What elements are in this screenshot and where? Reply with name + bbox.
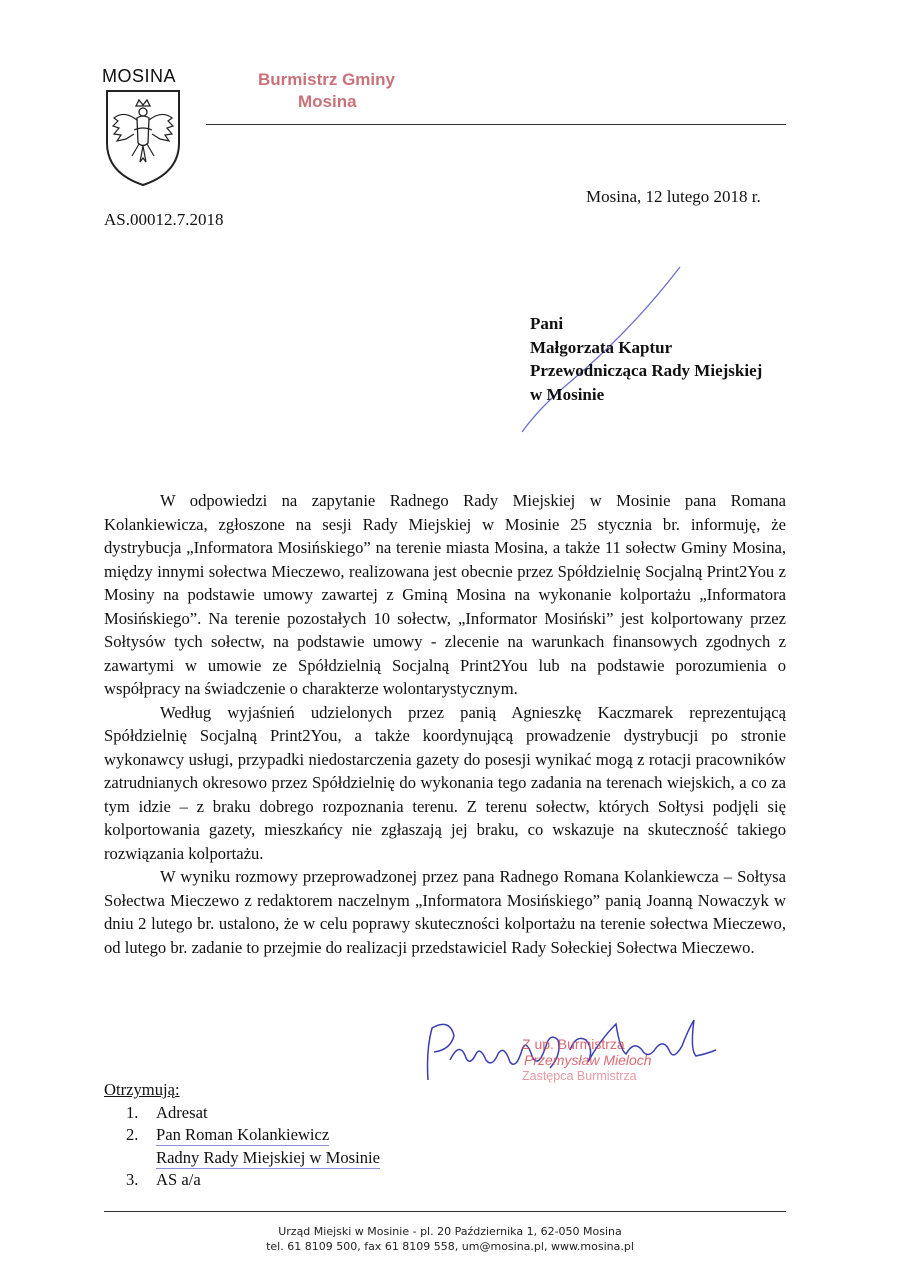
municipality-name: MOSINA [102,66,177,86]
addressee-block [530,312,762,406]
footer-contact: tel. 61 8109 500, fax 61 8109 558, um@mosina.pl, www.mosina.pl [266,1240,634,1253]
addressee-title: Przewodnicząca Rady Miejskiej [530,361,763,380]
list-item: 2. Pan Roman Kolankiewicz Radny Rady Miejskiej w Mosinie [126,1125,380,1167]
header-divider [206,124,786,125]
footer [0,1224,900,1254]
letter-body [104,489,786,959]
coat-of-arms-eagle-icon [104,88,182,188]
addressee-name: Małgorzata Kaptur [530,337,673,357]
signature-stamp: Z up. Burmistrza Przemysław Mieloch Zastępca Burmistrza [522,1036,652,1083]
mayor-stamp: Burmistrz Gminy Mosina [258,70,395,111]
reference-number: AS.00012.7.2018 [104,210,224,229]
place-and-date: Mosina, 12 lutego 2018 r. [586,187,761,206]
addressee-location: w Mosinie [530,384,605,404]
recipients-header: Otrzymują: [104,1080,180,1099]
paragraph-2: Według wyjaśnień udzielonych przez panią Agnieszkę Kaczmarek reprezentującą Spółdzielnię Socjalną Print2You, a także koordynującą prowadzenie dystrybucji po stronie wykonawcy usługi, przypadki niedostarczenia gazety do posesji wynikać mogą z rotacji pracowników zatrudnianych okresowo przez Spółdzielnię do wykonania tego zadania na terenach wiejskich, a co za tym idzie – z braku dobrego rozpoznania terenu. Z terenu sołectw, których Sołtysi podjęli się kolportowania gazety, mieszkańcy nie zgłaszają jej braku, co wskazuje na skuteczność takiego rozwiązania kolportażu. [104,702,786,863]
list-item: 1. Adresat [126,1102,208,1122]
paragraph-1: W odpowiedzi na zapytanie Radnego Rady Miejskiej w Mosinie pana Romana Kolankiewicza, zgłoszone na sesji Rady Miejskiej w Mosinie 25 stycznia br. informuję, że dystrybucja „Informatora Mosińskiego” na terenie miasta Mosina, a także 11 sołectw Gminy Mosina, między innymi sołectwa Mieczewo, realizowana jest obecnie przez Spółdzielnię Socjalną Print2You z Mosiny na podstawie umowy zawartej z Gminą Mosina na wykonanie kolportażu „Informatora Mosińskiego”. Na terenie pozostałych 10 sołectw, „Informator Mosiński” jest kolportowany przez Sołtysów tych sołectw, na podstawie umowy - zlecenie na warunkach finansowych zgodnych z zawartymi w umowie ze Spółdzielnią Socjalną Print2You lub na podstawie porozumienia o współpracy na świadczenie o charakterze wolontarystycznym. [104,491,786,698]
recipients-list [104,1079,380,1192]
footer-address: Urząd Miejski w Mosinie - pl. 20 Października 1, 62-050 Mosina [278,1225,622,1238]
addressee-salutation: Pani [530,314,564,333]
paragraph-3: W wyniku rozmowy przeprowadzonej przez pana Radnego Romana Kolankiewcza – Sołtysa Sołectwa Mieczewo z redaktorem naczelnym „Informatora Mosińskiego” panią Joanną Nowaczyk w dniu 2 lutego br. ustalono, że w celu poprawy skuteczności kolportażu na terenie sołectwa Mieczewo, od lutego br. zadanie to przejmie do realizacji przedstawiciel Rady Sołeckiej Sołectwa Mieczewo. [104,867,786,957]
footer-divider [104,1211,786,1212]
list-item: 3. AS a/a [126,1170,201,1189]
